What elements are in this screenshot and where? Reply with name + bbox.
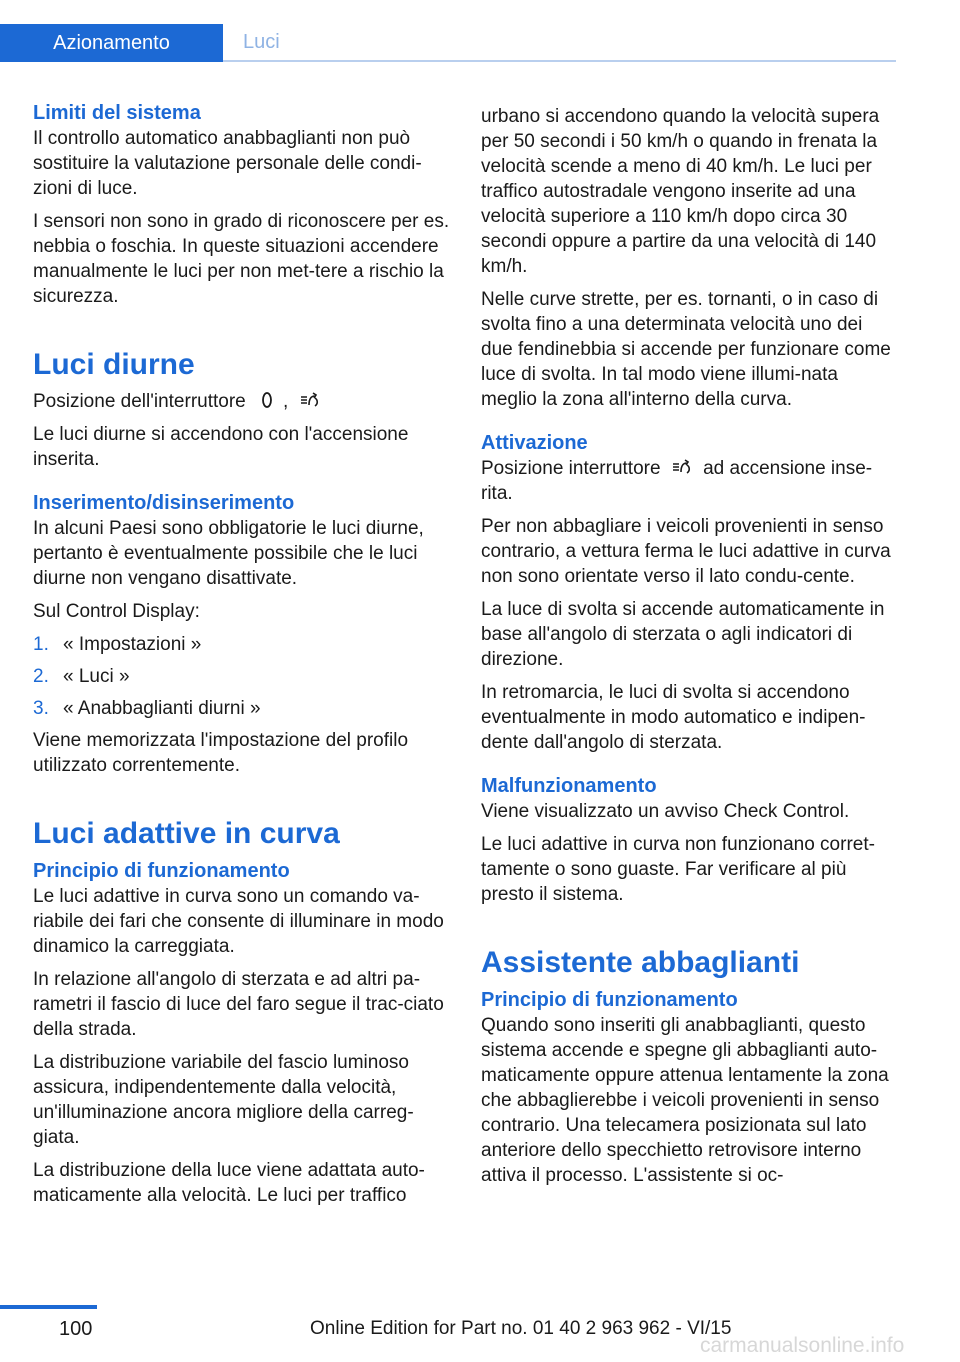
switch-position-label: Posizione dell'interruttore <box>33 391 246 412</box>
heading-luci-diurne: Luci diurne <box>33 348 195 381</box>
paragraph: urbano si accendono quando la velocità supera per 50 secondi i 50 km/h o quando in frenata la velocità scende a meno di 40 km/h. Le luci per traffico autostradale vengono inserite ad una velocità superiore a 110 km/h dopo circa 30 secondi oppure a partire da una velocità di 140 km/h. <box>481 106 880 277</box>
adaptive-light-icon <box>300 390 320 410</box>
paragraph: Il controllo automatico anabbaglianti non può sostituire la valutazione personale delle condi-zioni di luce. <box>33 128 422 199</box>
paragraph: Sul Control Display: <box>33 601 200 622</box>
separator: , <box>283 391 289 412</box>
paragraph: Nelle curve strette, per es. tornanti, o in caso di svolta fino a una determinata velocità uno dei due fendinebbia si accende per funzionare come luce di svolta. In tal modo viene illumi-nata meglio la zona all'interno della curva. <box>481 289 891 410</box>
paragraph: Quando sono inseriti gli anabbaglianti, questo sistema accende e spegne gli abbaglianti auto-maticamente oppure attenua lentamente la zona che abbaglierebbe i veicoli provenienti in senso contrario. Una telecamera posizionata sul lato anteriore dello specchietto retrovisore interno attiva il processo. L'assistente si oc- <box>481 1015 889 1186</box>
paragraph: La distribuzione variabile del fascio luminoso assicura, indipendentemente dalla velocità, un'illuminazione ancora migliore della carreg-giata. <box>33 1052 414 1148</box>
heading-attivazione: Attivazione <box>481 432 588 454</box>
list-item: 2. « Luci » <box>33 666 130 687</box>
paragraph: I sensori non sono in grado di riconoscere per es. nebbia o foschia. In queste situazioni accendere manualmente le luci per non met-tere a rischio la sicurezza. <box>33 211 450 307</box>
paragraph: Le luci adattive in curva non funzionano corret-tamente o sono guaste. Far verificare al più presto il sistema. <box>481 834 875 905</box>
paragraph: In alcuni Paesi sono obbligatorie le luci diurne, pertanto è eventualmente possibile che le luci diurne non vengano disattivate. <box>33 518 424 589</box>
left-column <box>33 100 451 1216</box>
page-number: 100 <box>59 1318 93 1340</box>
paragraph: Viene visualizzato un avviso Check Control. <box>481 801 850 822</box>
paragraph: Le luci adattive in curva sono un comando va-riabile dei fari che consente di illuminare in modo dinamico la carreggiata. <box>33 886 444 957</box>
heading-luci-adattive: Luci adattive in curva <box>33 817 340 850</box>
watermark: carmanualsonline.info <box>700 1334 905 1357</box>
paragraph-switch-position <box>33 389 451 414</box>
steps-list <box>33 632 451 721</box>
tab-luci-label: Luci <box>243 31 280 53</box>
footer-accent-bar <box>0 1305 97 1309</box>
paragraph: In retromarcia, le luci di svolta si accendono eventualmente in modo automatico e indipen-dente dall'angolo di sterzata. <box>481 682 866 753</box>
tab-azionamento[interactable] <box>0 24 223 62</box>
heading-inserimento: Inserimento/disinserimento <box>33 492 295 514</box>
paragraph: Viene memorizzata l'impostazione del profilo utilizzato correntemente. <box>33 730 409 776</box>
light-switch-zero-icon <box>257 390 277 410</box>
tab-azionamento-label: Azionamento <box>53 31 170 54</box>
paragraph: La distribuzione della luce viene adattata auto-maticamente alla velocità. Le luci per traffico <box>33 1160 425 1206</box>
tab-luci[interactable] <box>223 24 896 62</box>
heading-principio: Principio di funzionamento <box>481 989 738 1011</box>
adaptive-light-icon <box>672 457 692 477</box>
heading-principio: Principio di funzionamento <box>33 860 290 882</box>
paragraph-switch-position: Posizione interruttore ad accensione inse-rita. <box>481 458 873 504</box>
heading-assistente-abbaglianti: Assistente abbaglianti <box>481 946 800 979</box>
heading-malfunzionamento: Malfunzionamento <box>481 775 657 797</box>
edition-text: Online Edition for Part no. 01 40 2 963 962 - VI/15 <box>310 1318 732 1339</box>
list-item: 3. « Anabbaglianti diurni » <box>33 698 261 719</box>
paragraph: In relazione all'angolo di sterzata e ad altri pa-rametri il fascio di luce del faro segue il trac-ciato della strada. <box>33 969 444 1040</box>
list-item: 1. « Impostazioni » <box>33 634 202 655</box>
paragraph: La luce di svolta si accende automaticamente in base all'angolo di sterzata o agli indicatori di direzione. <box>481 599 885 670</box>
header-tabs <box>0 24 896 62</box>
paragraph: Per non abbagliare i veicoli provenienti in senso contrario, a vettura ferma le luci adattive in curva non sono orientate verso il lato condu-cente. <box>481 516 891 587</box>
right-column <box>481 104 897 1196</box>
paragraph: Le luci diurne si accendono con l'accensione inserita. <box>33 424 409 470</box>
heading-limiti-del-sistema: Limiti del sistema <box>33 102 201 124</box>
